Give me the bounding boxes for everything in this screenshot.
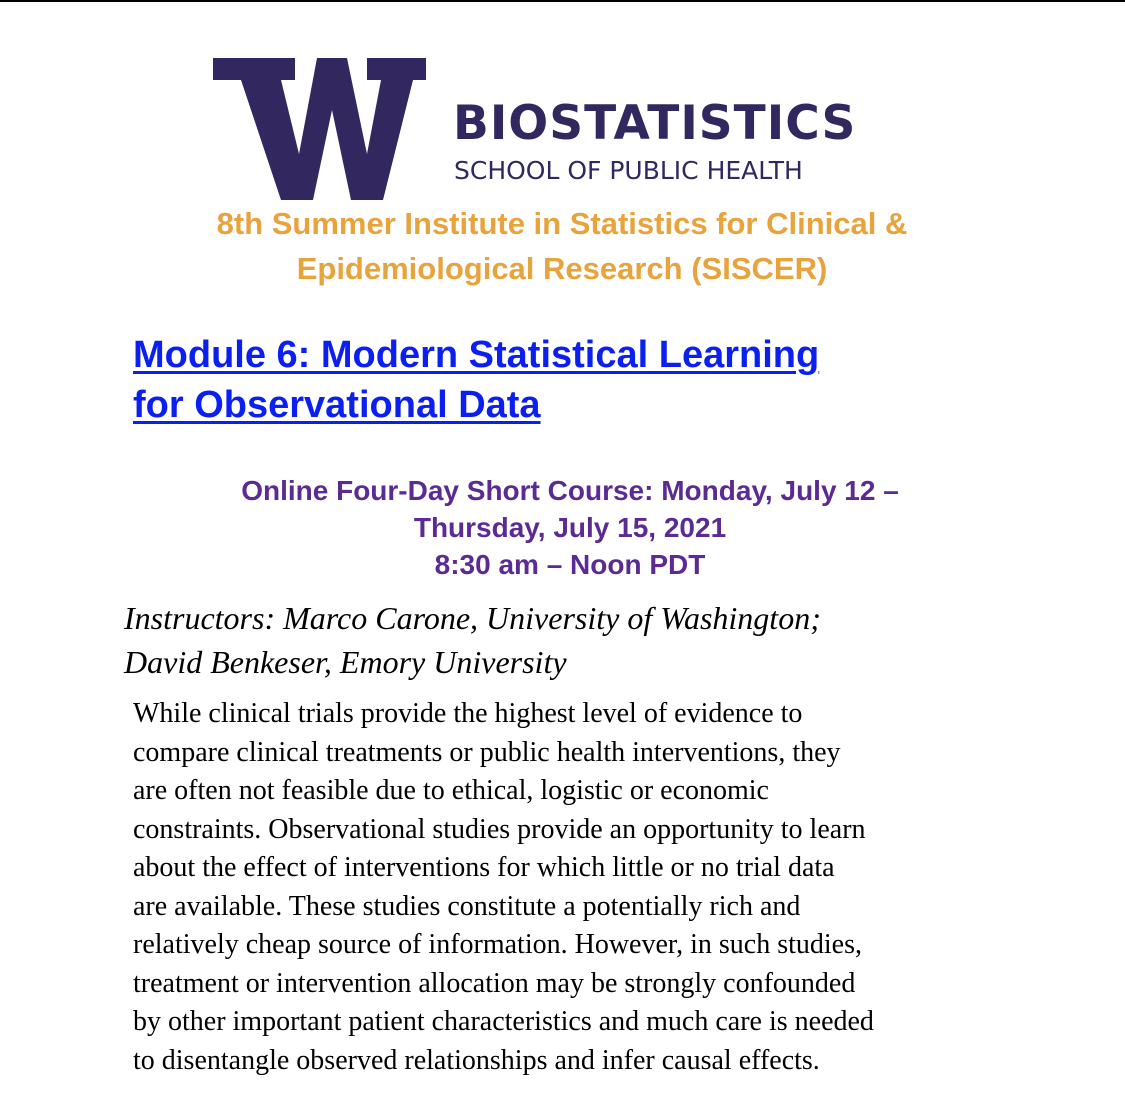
- institute-line: 8th Summer Institute in Statistics for Clinical &: [216, 206, 908, 241]
- logo-title: BIOSTATISTICS: [453, 96, 857, 151]
- institute-line: Epidemiological Research (SISCER): [296, 251, 828, 286]
- top-divider: [0, 0, 1125, 2]
- description-line: to disentangle observed relationships and infer causal effects.: [133, 1044, 820, 1076]
- course-description: [133, 695, 1093, 1080]
- institute-heading: [112, 201, 1012, 291]
- description-line: are available. These studies constitute a potentially rich and: [133, 890, 801, 922]
- description-line: treatment or intervention allocation may be strongly confounded: [133, 967, 856, 999]
- logo-subtitle: SCHOOL OF PUBLIC HEALTH: [454, 156, 803, 185]
- description-line: compare clinical treatments or public health interventions, they: [133, 736, 841, 768]
- schedule-line: 8:30 am – Noon PDT: [434, 549, 706, 580]
- description-line: are often not feasible due to ethical, logistic or economic: [133, 775, 769, 806]
- description-line: constraints. Observational studies provide an opportunity to learn: [133, 813, 866, 845]
- description-line: by other important patient characteristics and much care is needed: [133, 1006, 874, 1037]
- instructors: [124, 596, 1084, 684]
- schedule-line: Online Four-Day Short Course: Monday, July 12 –: [241, 475, 899, 506]
- course-schedule: [70, 472, 1070, 583]
- uw-biostatistics-logo: [213, 58, 913, 200]
- description-line: about the effect of interventions for which little or no trial data: [133, 852, 835, 883]
- instructors-line: Instructors: Marco Carone, University of Washington;: [124, 600, 821, 636]
- module-title-line[interactable]: for Observational Data: [133, 384, 541, 426]
- description-line: relatively cheap source of information. However, in such studies,: [133, 929, 862, 960]
- description-line: While clinical trials provide the highest level of evidence to: [133, 698, 803, 729]
- instructors-line: David Benkeser, Emory University: [124, 644, 567, 680]
- module-title-line[interactable]: Module 6: Modern Statistical Learning: [133, 334, 820, 376]
- module-title-link[interactable]: [133, 330, 1033, 430]
- schedule-line: Thursday, July 15, 2021: [413, 512, 727, 543]
- uw-w-logo-icon: [213, 58, 426, 200]
